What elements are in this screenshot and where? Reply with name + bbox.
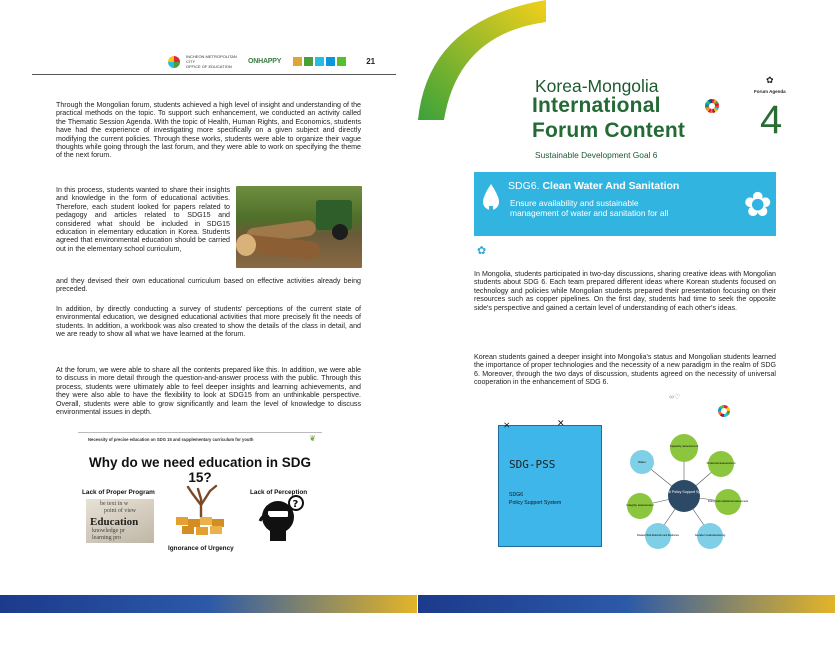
diagram-node-label: Water	[638, 460, 646, 464]
sdg-goal-icon	[326, 57, 335, 66]
banner-desc-line2: management of water and sanitation for all	[510, 208, 669, 218]
book-word: Education	[90, 516, 139, 528]
water-drop-icon	[480, 182, 502, 212]
label-ignorance-of-urgency: Ignorance of Urgency	[168, 545, 234, 552]
clover-icon: ✿	[766, 75, 774, 85]
forum-agenda-number: 4	[760, 98, 783, 142]
left-footer-stripe	[0, 595, 417, 613]
policy-support-diagram	[624, 430, 749, 562]
sdg-goal-icon	[304, 57, 313, 66]
right-paragraph-2: Korean students gained a deeper insight into Mongolia's status and Mongolian students learned the importance of proper technologies and the necessity of a new paradigm in the realm of SDG 6. Moreover, through the two days of discussion, students agreed on the necessity of universal cooperation in the enhancement of SDG 6.	[474, 353, 776, 387]
sdg-wheel-icon	[705, 99, 719, 113]
office-name	[186, 54, 242, 69]
paragraph-1: Through the Mongolian forum, students achieved a high level of insight and understanding of the practical methods on the topic. To support such enhancement, we conducted an activity called the Thematic Session Agenda. With the topic of Health, Human Rights, and Economics, students have had the experience of investigating more specifically on a given subject and directly modifying the current policies. Through these works, students were able to organize their vague thoughts while going through the last forum, and they were able to work on specifying the theme of the next forum.	[56, 101, 361, 160]
diagram-node-label: Policy and institutional assessment	[707, 500, 749, 503]
diagram-center-node	[668, 480, 700, 512]
sdg-goal-icon	[315, 57, 324, 66]
log-end	[236, 234, 256, 256]
book-word: knowledge pr	[92, 528, 125, 534]
subtitle: Sustainable Development Goal 6	[535, 150, 658, 160]
right-paragraph-1: In Mongolia, students participated in two-day discussions, sharing creative ideas with Mongolian students about SDG 6. Each team prepared different ideas where Korean students focused on technology and policies while Mongolian students prepared their presentation focusing on their resources such as copper pipelines. On the first day, students had time to seek the opposite side's perspective and gained a certain level of understanding of each other's ideas.	[474, 270, 776, 312]
sdg-pss-note	[498, 418, 602, 547]
diagram-center-label: SDG 6 Policy Support System	[660, 490, 708, 494]
paragraph-4: At the forum, we were able to share all the contents prepared like this. In addition, we were able to discuss in more detail through the question-and-answer process with the public. Through this process, students were ultimately able to feel deeper insights and learning achievements, and they were also able to have the flexibility to look at SDG15 from an unthinkable perspective. Overall, students were able to grow significantly and learn the level of knowledge to discuss environmental issues in depth.	[56, 366, 361, 417]
leaf-icon: ❦	[309, 434, 316, 443]
banner-description	[510, 198, 730, 218]
infographic-caption: Necessity of precise education on SDG 15 and supplementary curriculum for youth	[88, 437, 254, 442]
book-word: point of view	[104, 508, 136, 514]
sdg6-banner	[474, 172, 776, 236]
sdg-wheel-icon	[718, 405, 730, 417]
sdg-goal-icons	[293, 57, 346, 66]
book-word: be text in w	[100, 501, 129, 507]
pin-icon: ⨯	[503, 420, 511, 430]
label-lack-of-program: Lack of Proper Program	[82, 489, 155, 496]
paragraph-2b: and they devised their own educational curriculum based on effective activities already being preceded.	[56, 277, 361, 294]
label-lack-of-perception: Lack of Perception	[250, 489, 308, 496]
pin-icon: ✕	[557, 418, 565, 428]
doodle-icon: ∞♡	[669, 394, 681, 401]
paragraph-3: In addition, by directly conducting a survey of students' perceptions of the current state of environmental education, we designed educational activities that more precisely fit the needs of students. In addition, a workbook was also created to show the details of the class in detail, and we are ready to show all what we have learned at the forum.	[56, 305, 361, 339]
diagram-node-label: Financial assessment	[706, 461, 736, 465]
note-line-1: SDG6	[509, 492, 524, 498]
right-footer-stripe	[418, 595, 835, 613]
svg-text:?: ?	[292, 499, 299, 510]
book-word: learning pro	[92, 535, 122, 541]
title-line-2: International	[532, 94, 661, 117]
forest-logging-photo	[236, 186, 362, 268]
diagram-node-label: Capacity assessment	[669, 444, 699, 448]
office-logo-icon	[168, 56, 180, 68]
decorative-arc	[418, 0, 548, 120]
onhappy-brand: ONHAPPY	[248, 58, 282, 65]
note-line-2: Policy Support System	[509, 500, 562, 506]
banner-title: Clean Water And Sanitation	[542, 180, 680, 192]
confused-head-icon	[256, 491, 308, 543]
left-header	[168, 54, 375, 69]
banner-desc-line1: Ensure availability and sustainable	[510, 198, 639, 208]
paragraph-2a: In this process, students wanted to share their insights and knowledge in the form of educational activities. Therefore, each student looked for papers related to pedagogy and articles related to SDG15 and considered what should be included in SDG15 education in elementary education in Korea. Students agreed that environmental education should be carried out in the elementary school curriculum,	[56, 186, 230, 253]
banner-code: SDG6.	[508, 180, 540, 192]
right-page	[418, 0, 835, 645]
header-divider	[32, 74, 396, 75]
page-number: 21	[366, 57, 376, 66]
left-page	[0, 0, 417, 645]
education-text-image	[86, 499, 154, 543]
infographic-title: Why do we need education in SDG 15?	[88, 455, 312, 485]
diagram-node-label: Integrity assessment	[626, 503, 654, 507]
banner-heading	[508, 180, 679, 192]
office-name-line1: INCHEON METROPOLITAN CITY	[186, 54, 237, 64]
note-handwriting: SDG-PSS	[509, 458, 556, 471]
title-line-3: Forum Content	[532, 119, 686, 142]
forum-agenda-label: Forum Agenda	[754, 89, 786, 94]
title-line-1: Korea-Mongolia	[535, 76, 659, 96]
clover-icon: ✿	[743, 186, 772, 224]
clover-icon: ✿	[477, 245, 487, 257]
sdg-goal-icon	[293, 57, 302, 66]
sdg15-infographic	[78, 432, 322, 558]
diagram-node	[670, 434, 698, 462]
diagram-node-label: Gender mainstreaming	[694, 533, 726, 537]
dead-tree-icon	[170, 483, 232, 539]
diagram-node-label: Disaster Risk Reduction and Resilience	[637, 534, 679, 537]
office-name-line2: OFFICE OF EDUCATION	[186, 64, 232, 69]
sdg-goal-icon	[337, 57, 346, 66]
machine-wheel	[332, 224, 348, 240]
